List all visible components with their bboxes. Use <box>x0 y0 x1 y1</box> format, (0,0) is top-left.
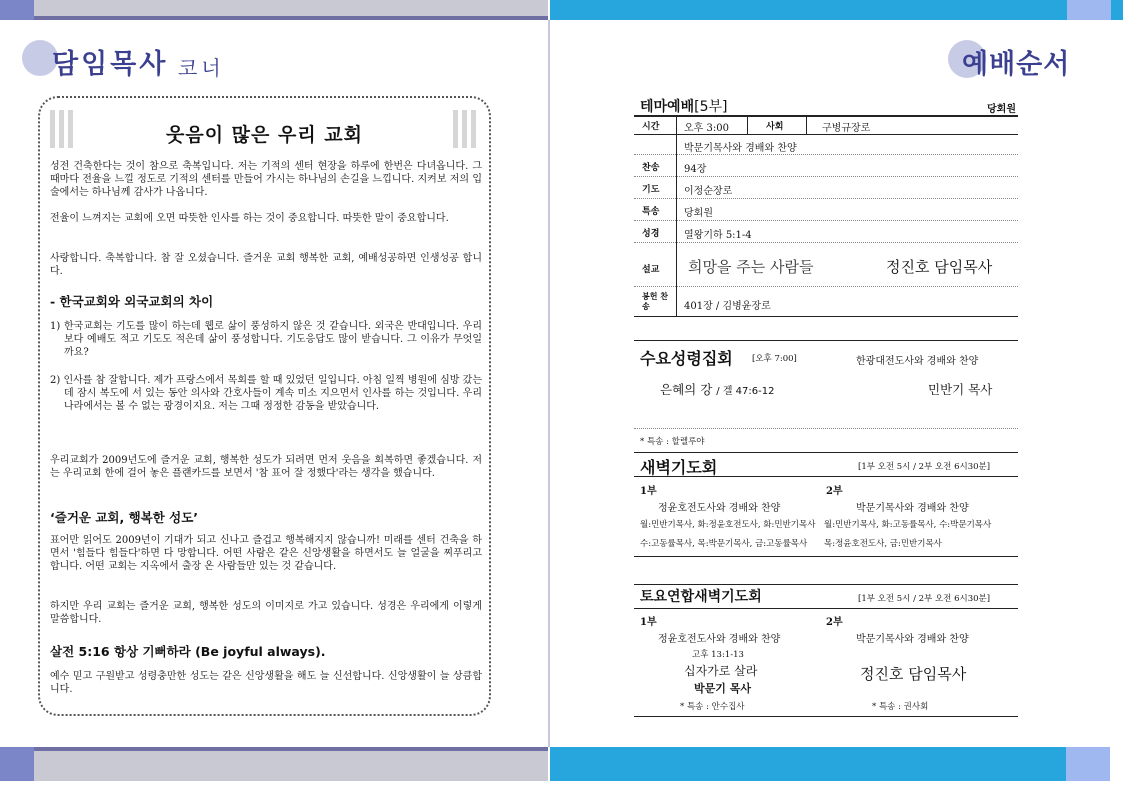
closing-hymn-value: 401장 / 김병윤장로 <box>684 301 771 312</box>
prayer-value: 이정순장로 <box>684 186 733 197</box>
dawn-title: 새벽기도회 <box>640 458 718 477</box>
wednesday-praise: 한광대전도사와 경배와 찬양 <box>856 356 979 367</box>
rule <box>634 340 1018 341</box>
rule <box>634 452 1018 453</box>
leader-label: 사회 <box>766 122 784 132</box>
paragraph-2: 전율이 느껴지는 교회에 오면 따뜻한 인사를 하는 것이 중요합니다. 따뜻한 말이 중요합니다. <box>50 213 449 224</box>
time-value: 오후 3:00 <box>684 123 729 134</box>
dawn-part1-line1: 월:민반기목사, 화:정윤호전도사, 화:민반기목사 <box>640 520 816 530</box>
saturday-part2-special: * 특송 : 권사회 <box>872 702 929 712</box>
dawn-part2-line1: 월:민반기목사, 화:고동률목사, 수:박문기목사 <box>824 520 992 530</box>
saturday-title: 토요연합새벽기도회 <box>640 589 762 605</box>
saturday-part2-label: 2부 <box>826 617 843 628</box>
saturday-part1-special: * 특송 : 안수집사 <box>680 702 745 712</box>
special-song-value: 당회원 <box>684 208 713 219</box>
theme-sermon-title: 희망을 주는 사람들 <box>688 258 814 276</box>
rule <box>634 584 1018 585</box>
rule <box>634 176 1018 177</box>
rule <box>634 716 1018 717</box>
dawn-part2-leader: 박문기목사와 경배와 찬양 <box>856 503 969 514</box>
saturday-part1-label: 1부 <box>640 617 657 628</box>
rule <box>634 115 1018 117</box>
subheading-difference: - 한국교회와 외국교회의 차이 <box>50 294 214 309</box>
hymn-value: 94장 <box>684 164 707 175</box>
rule <box>634 316 1018 317</box>
rule <box>634 242 1018 243</box>
dawn-part2-label: 2부 <box>826 486 843 497</box>
rule <box>634 556 1018 557</box>
scripture-value: 열왕기하 5:1-4 <box>684 230 752 241</box>
saturday-part1-sermon: 십자가로 살라 <box>684 664 758 678</box>
dawn-part1-label: 1부 <box>640 486 657 497</box>
saturday-part1-leader: 정윤호전도사와 경배와 찬양 <box>658 634 781 645</box>
right-bottom-bar <box>550 747 1110 781</box>
rule <box>634 134 1018 135</box>
left-bottom-bar <box>0 747 548 781</box>
theme-worship-title: 테마예배[5부] <box>640 99 728 115</box>
rule <box>634 220 1018 221</box>
dawn-part1-leader: 정윤호전도사와 경배와 찬양 <box>658 503 781 514</box>
saturday-time: [1부 오전 5시 / 2부 오전 6시30분] <box>858 594 991 604</box>
list-item-2: 2) 인사를 참 잘합니다. 제가 프랑스에서 목회를 할 때 있었던 일입니다. 아침 일찍 병원에 심방 갔는데 잠시 복도에 서 있는 동안 의사와 간호사들이 계속 미소 지으면서 인사를 하는 것입니다. 우리나라에서는 볼 수 없는 광경이지요. 저는 그때 정정한 감동을 받았습니다. <box>50 375 482 412</box>
rule <box>634 154 1018 155</box>
paragraph-5: 표어만 읽어도 2009년이 기대가 되고 신나고 즐겁고 행복해지지 않습니까! 미래를 센터 건축을 하면서 '힘들다 힘들다'하면 다 망합니다. 어떤 사람은 같은 신앙생활을 하면서도 늘 얼굴을 찌푸리고 합니다. 어떤 교회는 지옥에서 출장 온 사람들만 있는 것 같습니다. <box>50 535 482 572</box>
subheading-motto: ‘즐거운 교회, 행복한 성도’ <box>50 510 199 525</box>
paragraph-7: 예수 믿고 구원받고 성령충만한 성도는 같은 신앙생활을 해도 늘 신선합니다. 신앙생활이 늘 상큼합니다. <box>50 671 482 695</box>
wednesday-title: 수요성령집회 <box>640 349 733 368</box>
saturday-part2-preacher: 정진호 담임목사 <box>860 665 967 683</box>
sermon-title: 웃음이 많은 우리 교회 <box>165 124 364 146</box>
subheading-verse: 살전 5:16 항상 기뻐하라 (Be joyful always). <box>50 644 326 659</box>
sermon-label: 설교 <box>642 265 660 275</box>
cell-border <box>676 116 677 134</box>
saturday-part1-preacher: 박문기 목사 <box>694 682 751 695</box>
dawn-part1-line2: 수:고동률목사, 목:박문기목사, 금:고동률목사 <box>640 539 808 549</box>
wednesday-time: [오후 7:00] <box>752 354 797 364</box>
dawn-time: [1부 오전 5시 / 2부 오전 6시30분] <box>858 462 991 472</box>
worship-order-title: 예배순서 <box>962 49 1071 80</box>
wednesday-special: * 특송 : 할렐루야 <box>640 437 705 447</box>
list-item-1: 1) 한국교회는 기도를 많이 하는데 웹로 삶이 풍성하지 않은 것 같습니다. 외국은 반대입니다. 우리보다 예배도 적고 기도도 적은데 삶이 풍성합니다. 기도응답도 많이 받습니다. 그 이유가 무엇일까요? <box>50 321 482 358</box>
scripture-label: 성경 <box>642 229 660 239</box>
wednesday-sermon: 은혜의 강 / 겔 47:6-12 <box>660 382 775 397</box>
sermon-column-box <box>38 96 491 716</box>
dawn-part2-line2: 목:정윤호전도사, 금:민반기목사 <box>824 539 942 549</box>
rule <box>634 198 1018 199</box>
time-label: 시간 <box>642 122 660 132</box>
label-column-border <box>676 134 677 316</box>
paragraph-1: 성전 건축한다는 것이 참으로 축복입니다. 저는 기적의 센터 현장을 하루에 한번은 다녀옵니다. 그 때마다 전율을 느낄 정도로 기적의 센터를 만들어 가시는 하나님의 손길을 느낍니다. 지켜보 저의 입술에서는 하나님께 감사가 나옵니다. <box>50 161 482 198</box>
pastor-corner-heading <box>22 38 242 80</box>
theme-praise: 박문기목사와 경배와 찬양 <box>684 143 797 154</box>
saturday-part2-leader: 박문기목사와 경배와 찬양 <box>856 634 969 645</box>
theme-sermon-preacher: 정진호 담임목사 <box>886 258 993 276</box>
hymn-label: 찬송 <box>642 163 660 173</box>
left-top-bar <box>0 0 548 20</box>
pastor-corner-title: 담임목사 <box>52 49 169 80</box>
rule <box>634 608 1018 609</box>
rule <box>634 428 1018 429</box>
saturday-part1-scripture: 고후 13:1-13 <box>692 650 744 660</box>
prayer-label: 기도 <box>642 185 660 195</box>
paragraph-4: 우리교회가 2009년도에 즐거운 교회, 행복한 성도가 되려면 먼저 웃음을 회복하면 좋겠습니다. 저는 우리교회 한에 걸어 놓은 플랜카드를 보면서 '참 표어 잘 정했다'라는 생각을 했습니다. <box>50 455 482 479</box>
right-top-bar <box>550 0 1123 20</box>
rule <box>634 476 1018 477</box>
cell-border <box>806 116 807 134</box>
pastor-corner-title-2: 코너 <box>178 56 225 80</box>
leader-value: 구병규장로 <box>822 123 871 134</box>
wednesday-preacher: 민반기 목사 <box>928 382 993 397</box>
rule <box>634 286 1018 287</box>
closing-hymn-label: 봉헌 찬송 <box>642 291 668 311</box>
paragraph-3: 사랑합니다. 축복합니다. 참 잘 오셨습니다. 즐거운 교회 행복한 교회, 예배성공하면 인생성공 합니다. <box>50 253 482 277</box>
paragraph-6: 하지만 우리 교회는 즐거운 교회, 행복한 성도의 이미지로 가고 있습니다. 성경은 우리에게 이렇게 말씀합니다. <box>50 601 482 625</box>
special-song-label: 특송 <box>642 207 660 217</box>
worship-order-heading <box>948 38 1088 80</box>
cell-border <box>747 116 748 134</box>
page-divider <box>548 20 550 747</box>
theme-host: 당회원 <box>987 104 1016 115</box>
